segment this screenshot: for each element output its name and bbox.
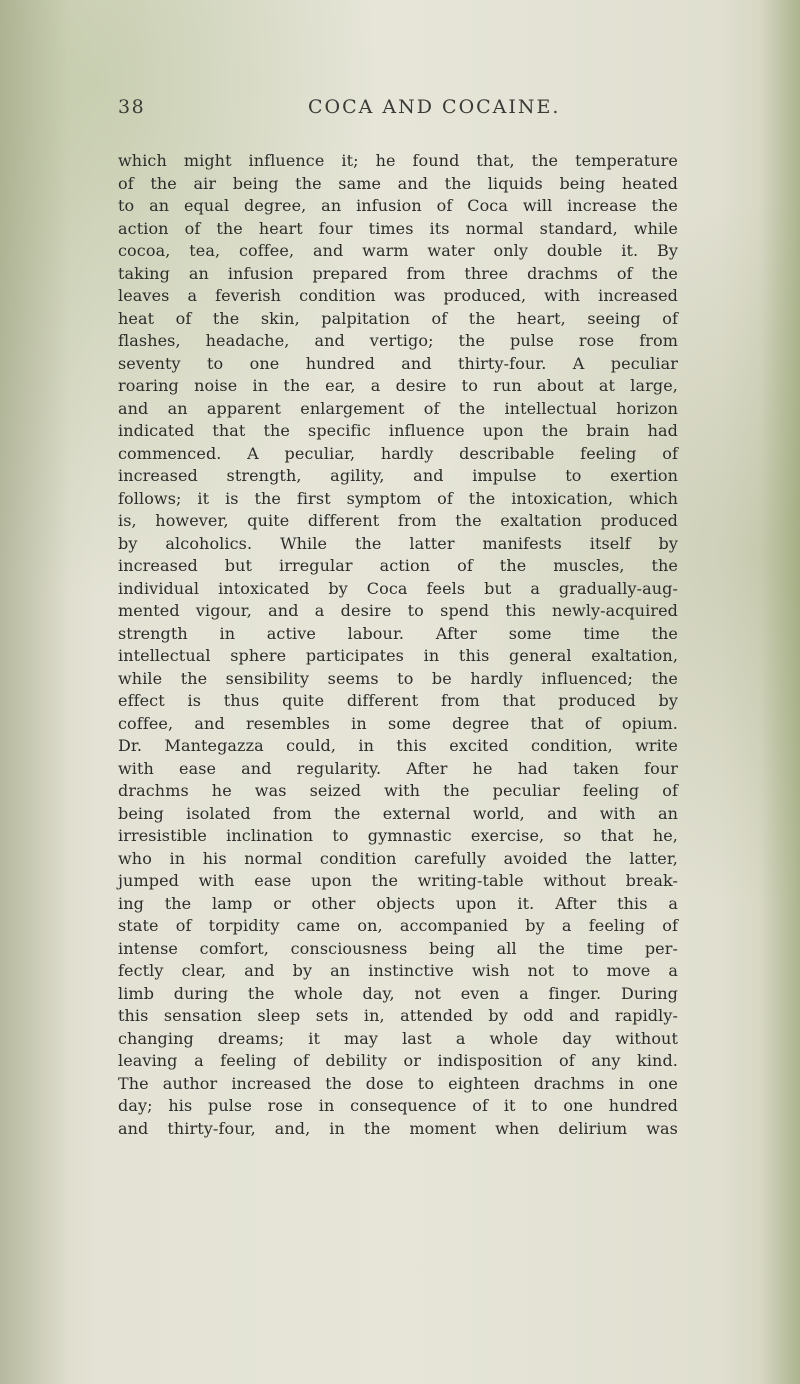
text-line: ing the lamp or other objects upon it. After this a [118, 893, 678, 913]
text-line: with ease and regularity. After he had taken four [118, 758, 678, 778]
text-line: which might influence it; he found that, the temperature [118, 151, 678, 170]
text-line: increased but irregular action of the muscles, the [118, 556, 678, 575]
chapter-title: COCA AND COCAINE. [308, 96, 561, 118]
text-line: irresistible inclination to gymnastic exercise, so that he, [118, 826, 678, 845]
text-line: of the air being the same and the liquids being heated [118, 173, 678, 193]
text-line: leaves a feverish condition was produced, with increased [118, 286, 678, 305]
text-line: coffee, and resembles in some degree that of opium. [118, 713, 678, 733]
text-line: roaring noise in the ear, a desire to run about at large, [118, 376, 678, 395]
text-line: and an apparent enlargement of the intellectual horizon [118, 398, 678, 418]
running-head [118, 96, 658, 124]
text-line: being isolated from the external world, and with an [118, 803, 678, 823]
text-line: and thirty-four, and, in the moment when delirium was [118, 1118, 678, 1138]
text-line: to an equal degree, an infusion of Coca will increase the [118, 196, 678, 215]
text-line: intense comfort, consciousness being all the time per- [118, 938, 678, 958]
page-shadow-right [760, 0, 800, 1384]
text-line: heat of the skin, palpitation of the heart, seeing of [118, 308, 678, 328]
text-line: who in his normal condition carefully avoided the latter, [118, 848, 678, 868]
text-line: Dr. Mantegazza could, in this excited condition, write [118, 736, 678, 755]
text-line: mented vigour, and a desire to spend this newly-acquired [118, 601, 678, 620]
text-line: state of torpidity came on, accompanied by a feeling of [118, 916, 678, 935]
text-line: follows; it is the first symptom of the intoxication, which [118, 488, 678, 508]
text-line: leaving a feeling of debility or indisposition of any kind. [118, 1051, 678, 1070]
text-line: taking an infusion prepared from three drachms of the [118, 263, 678, 283]
body-text [118, 150, 678, 1140]
text-line: limb during the whole day, not even a finger. During [118, 983, 678, 1003]
text-line: day; his pulse rose in consequence of it to one hundred [118, 1096, 678, 1115]
text-line: cocoa, tea, coffee, and warm water only double it. By [118, 241, 678, 260]
text-line: while the sensibility seems to be hardly influenced; the [118, 668, 678, 688]
text-line: by alcoholics. While the latter manifests itself by [118, 533, 678, 553]
page-number: 38 [118, 96, 146, 118]
text-line: jumped with ease upon the writing-table without break- [118, 871, 678, 890]
text-line: drachms he was seized with the peculiar feeling of [118, 781, 678, 800]
text-line: this sensation sleep sets in, attended by odd and rapidly- [118, 1006, 678, 1025]
text-line: increased strength, agility, and impulse to exertion [118, 466, 678, 485]
text-line: The author increased the dose to eighteen drachms in one [118, 1073, 678, 1093]
text-line: indicated that the specific influence upon the brain had [118, 421, 678, 440]
page-shadow-left [0, 0, 70, 1384]
text-line: intellectual sphere participates in this general exaltation, [118, 646, 678, 665]
text-line: fectly clear, and by an instinctive wish not to move a [118, 961, 678, 980]
text-line: commenced. A peculiar, hardly describable feeling of [118, 443, 678, 463]
text-line: individual intoxicated by Coca feels but a gradually-aug- [118, 578, 678, 598]
text-line: changing dreams; it may last a whole day without [118, 1028, 678, 1048]
text-line: strength in active labour. After some time the [118, 623, 678, 643]
text-line: is, however, quite different from the exaltation produced [118, 511, 678, 530]
text-line: seventy to one hundred and thirty-four. A peculiar [118, 353, 678, 373]
text-line: effect is thus quite different from that produced by [118, 691, 678, 710]
text-line: flashes, headache, and vertigo; the pulse rose from [118, 331, 678, 350]
text-line: action of the heart four times its normal standard, while [118, 218, 678, 238]
